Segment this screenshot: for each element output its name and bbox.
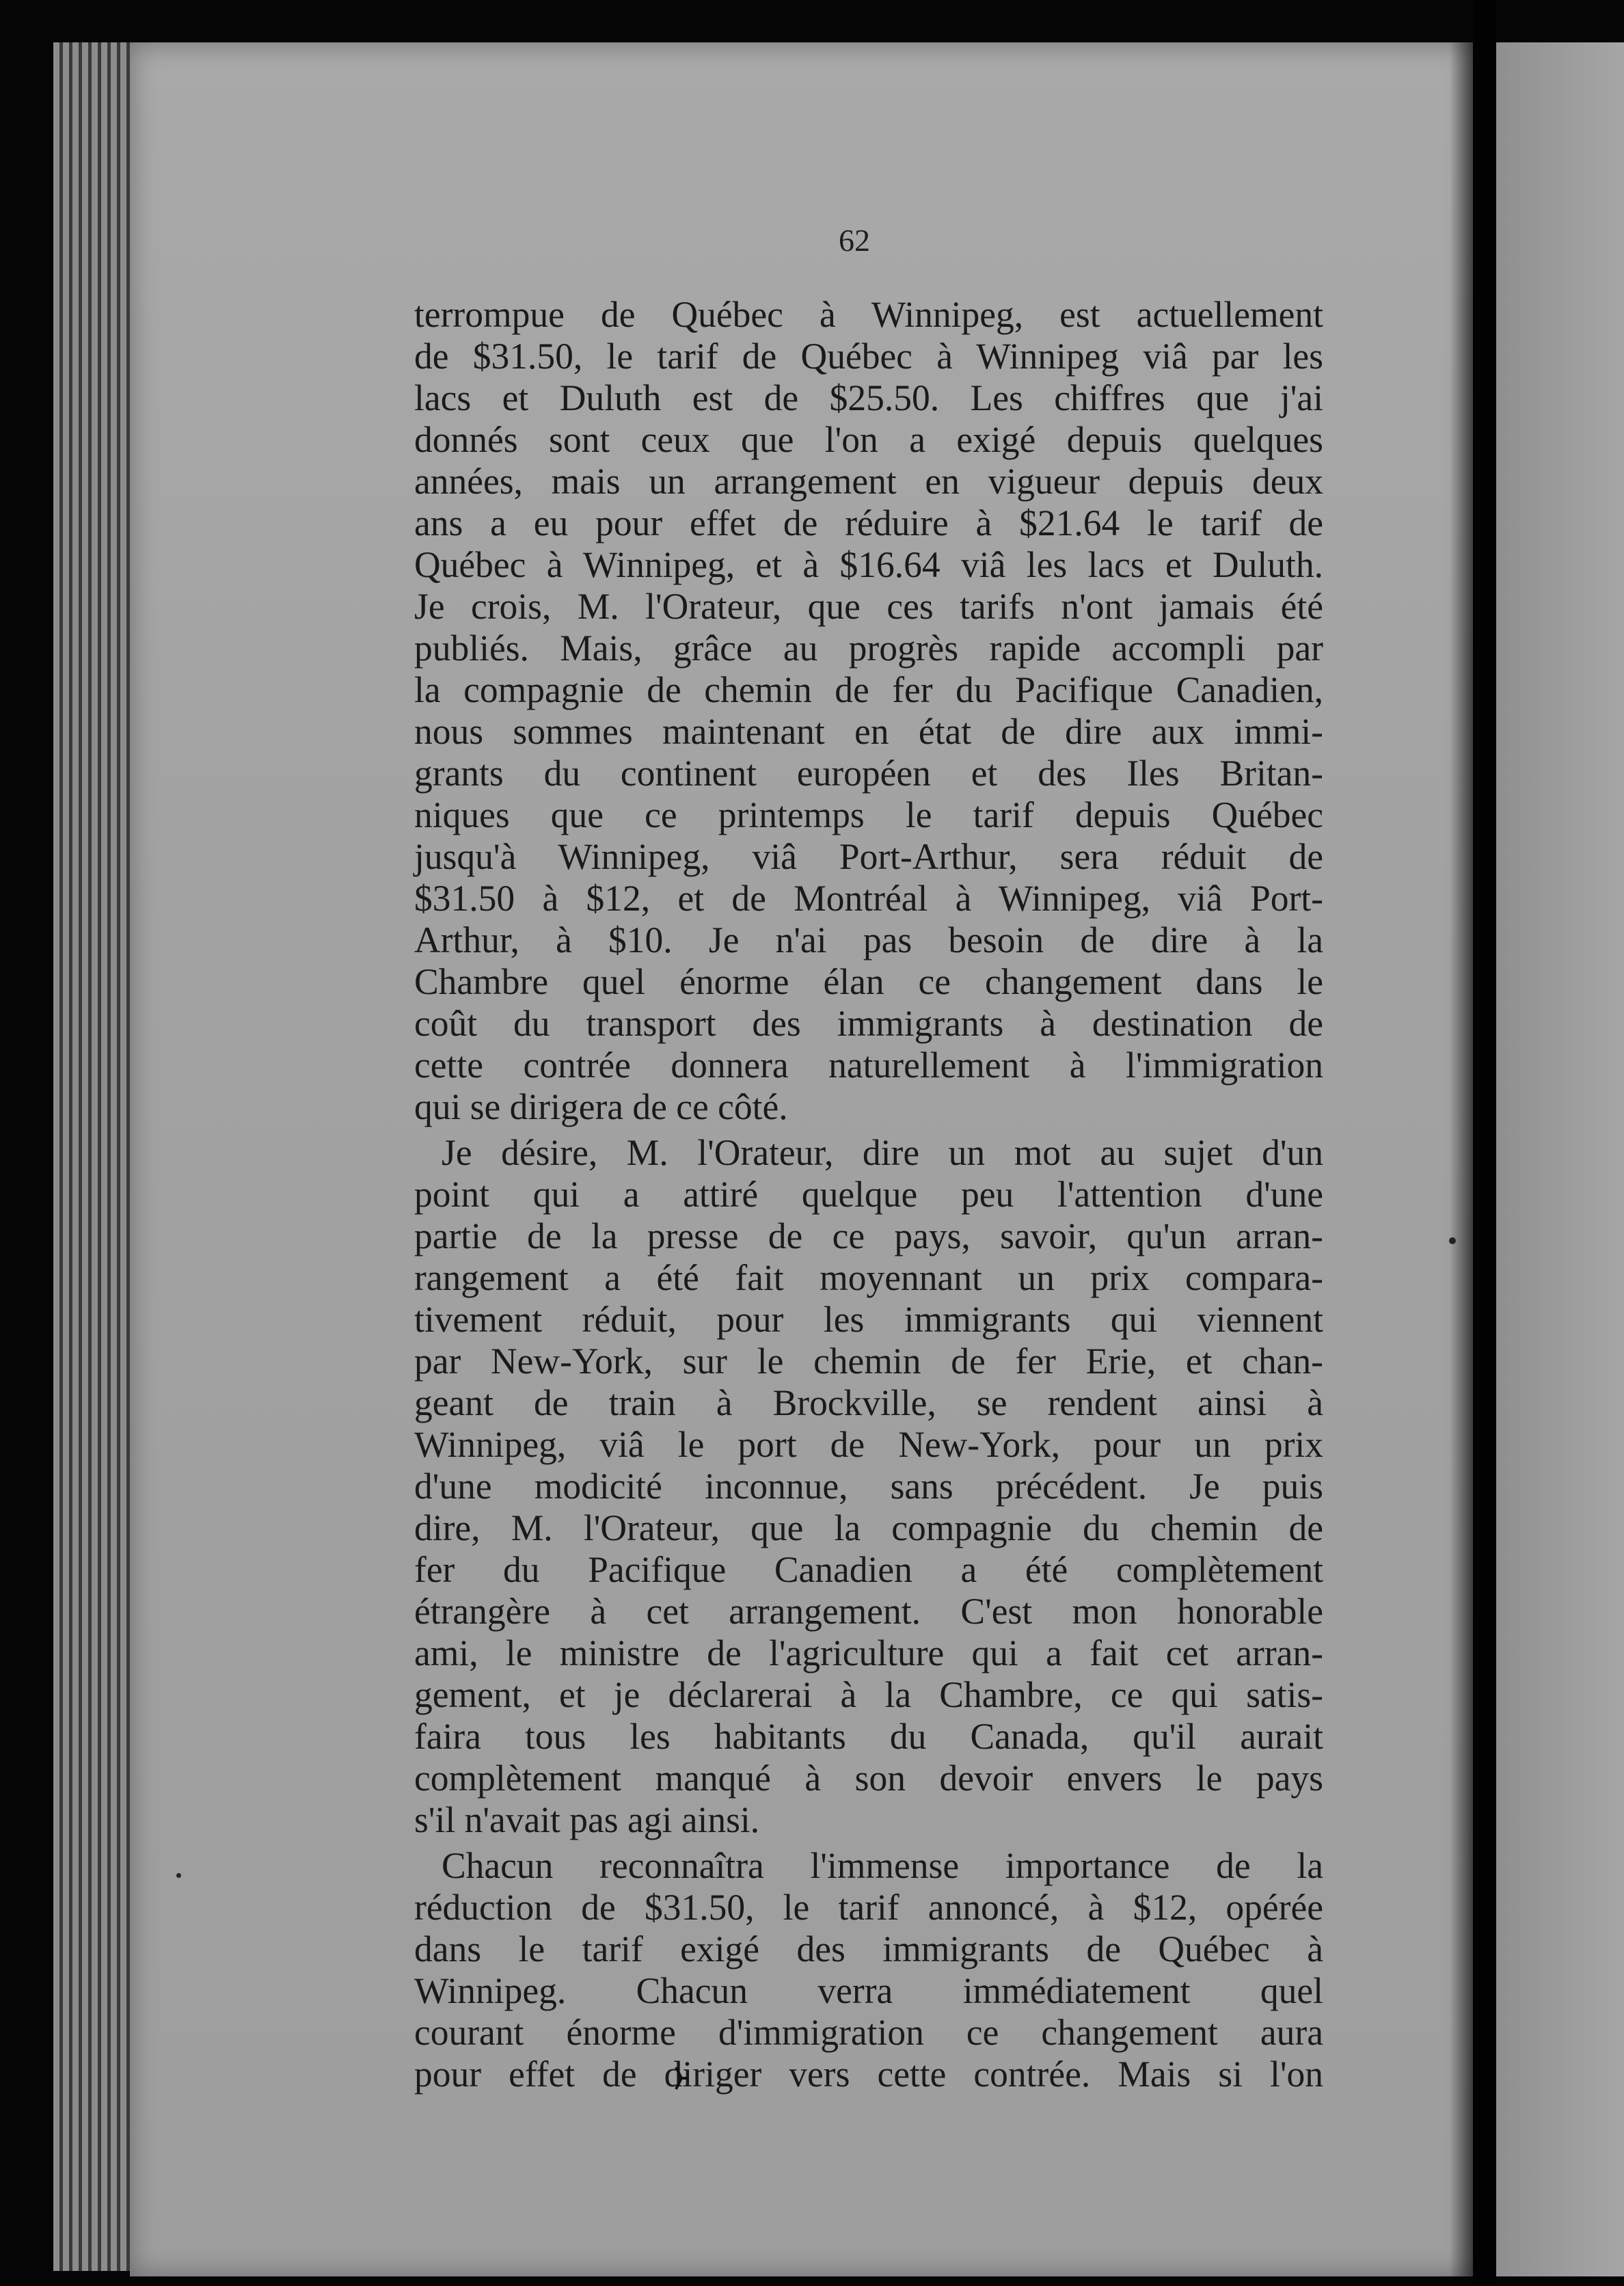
body-text: [414, 294, 1323, 2095]
text-line: ami, le ministre de l'agriculture qui a fait cet arran-: [414, 1632, 1323, 1673]
paragraph-1: [414, 294, 1323, 1128]
paragraph-3: [414, 1845, 1323, 2095]
page-number: 62: [839, 223, 870, 258]
text-line: qui se dirigera de ce côté.: [414, 1086, 788, 1127]
text-line: Je désire, M. l'Orateur, dire un mot au sujet d'un: [442, 1132, 1323, 1173]
text-line: geant de train à Brockville, se rendent ainsi à: [414, 1382, 1323, 1423]
text-line: Winnipeg. Chacun verra immédiatement quel: [414, 1970, 1323, 2011]
text-line: fer du Pacifique Canadien a été complètement: [414, 1549, 1323, 1590]
text-line: donnés sont ceux que l'on a exigé depuis quelques: [414, 419, 1323, 460]
ink-mark: [673, 2065, 690, 2092]
text-line: lacs et Duluth est de $25.50. Les chiffres que j'ai: [414, 377, 1323, 418]
text-line: la compagnie de chemin de fer du Pacifique Canadien,: [414, 669, 1323, 710]
text-line: gement, et je déclarerai à la Chambre, ce qui satis-: [414, 1674, 1323, 1715]
text-line: Chacun reconnaîtra l'immense importance de la: [442, 1845, 1323, 1886]
text-line: niques que ce printemps le tarif depuis Québec: [414, 794, 1323, 835]
text-line: $31.50 à $12, et de Montréal à Winnipeg, viâ Port-: [414, 878, 1323, 919]
book-gutter: [1473, 0, 1496, 2286]
text-line: de $31.50, le tarif de Québec à Winnipeg viâ par les: [414, 336, 1323, 377]
text-line: réduction de $31.50, le tarif annoncé, à $12, opérée: [414, 1887, 1323, 1928]
text-line: partie de la presse de ce pays, savoir, qu'un arran-: [414, 1215, 1323, 1256]
text-line: Je crois, M. l'Orateur, que ces tarifs n'ont jamais été: [414, 586, 1323, 627]
text-line: point qui a attiré quelque peu l'attention d'une: [414, 1174, 1323, 1215]
text-line: publiés. Mais, grâce au progrès rapide accompli par: [414, 628, 1323, 669]
text-line: Québec à Winnipeg, et à $16.64 viâ les lacs et Duluth.: [414, 544, 1323, 585]
text-line: faira tous les habitants du Canada, qu'il aurait: [414, 1716, 1323, 1757]
text-line: terrompue de Québec à Winnipeg, est actuellement: [414, 294, 1323, 335]
text-line: courant énorme d'immigration ce changement aura: [414, 2012, 1323, 2053]
text-line: nous sommes maintenant en état de dire aux immi-: [414, 711, 1323, 752]
text-line: étrangère à cet arrangement. C'est mon honorable: [414, 1591, 1323, 1632]
paragraph-2: [414, 1132, 1323, 1841]
text-line: rangement a été fait moyennant un prix compara-: [414, 1257, 1323, 1298]
text-line: d'une modicité inconnue, sans précédent. Je puis: [414, 1466, 1323, 1507]
ink-speck: [1449, 1237, 1456, 1244]
text-line: Winnipeg, viâ le port de New-York, pour un prix: [414, 1424, 1323, 1465]
text-line: dans le tarif exigé des immigrants de Québec à: [414, 1928, 1323, 1969]
page-fold-shadow: [1450, 42, 1473, 2276]
text-line: pour effet de diriger vers cette contrée. Mais si l'on: [414, 2054, 1323, 2095]
text-line: Chambre quel énorme élan ce changement dans le: [414, 961, 1323, 1002]
text-line: jusqu'à Winnipeg, viâ Port-Arthur, sera réduit de: [414, 836, 1323, 877]
text-line: grants du continent européen et des Iles Britan-: [414, 753, 1323, 794]
text-line: Arthur, à $10. Je n'ai pas besoin de dire à la: [414, 919, 1323, 960]
ink-speck: [176, 1873, 181, 1878]
text-line: par New-York, sur le chemin de fer Erie, et chan-: [414, 1341, 1323, 1382]
text-line: dire, M. l'Orateur, que la compagnie du chemin de: [414, 1507, 1323, 1548]
facing-page-edge: [1496, 42, 1624, 2276]
text-line: ans a eu pour effet de réduire à $21.64 le tarif de: [414, 502, 1323, 543]
text-line: complètement manqué à son devoir envers le pays: [414, 1758, 1323, 1799]
text-line: s'il n'avait pas agi ainsi.: [414, 1799, 760, 1840]
text-line: cette contrée donnera naturellement à l'immigration: [414, 1045, 1323, 1086]
text-line: années, mais un arrangement en vigueur depuis deux: [414, 461, 1323, 502]
text-line: coût du transport des immigrants à destination de: [414, 1003, 1323, 1044]
text-line: tivement réduit, pour les immigrants qui viennent: [414, 1299, 1323, 1340]
